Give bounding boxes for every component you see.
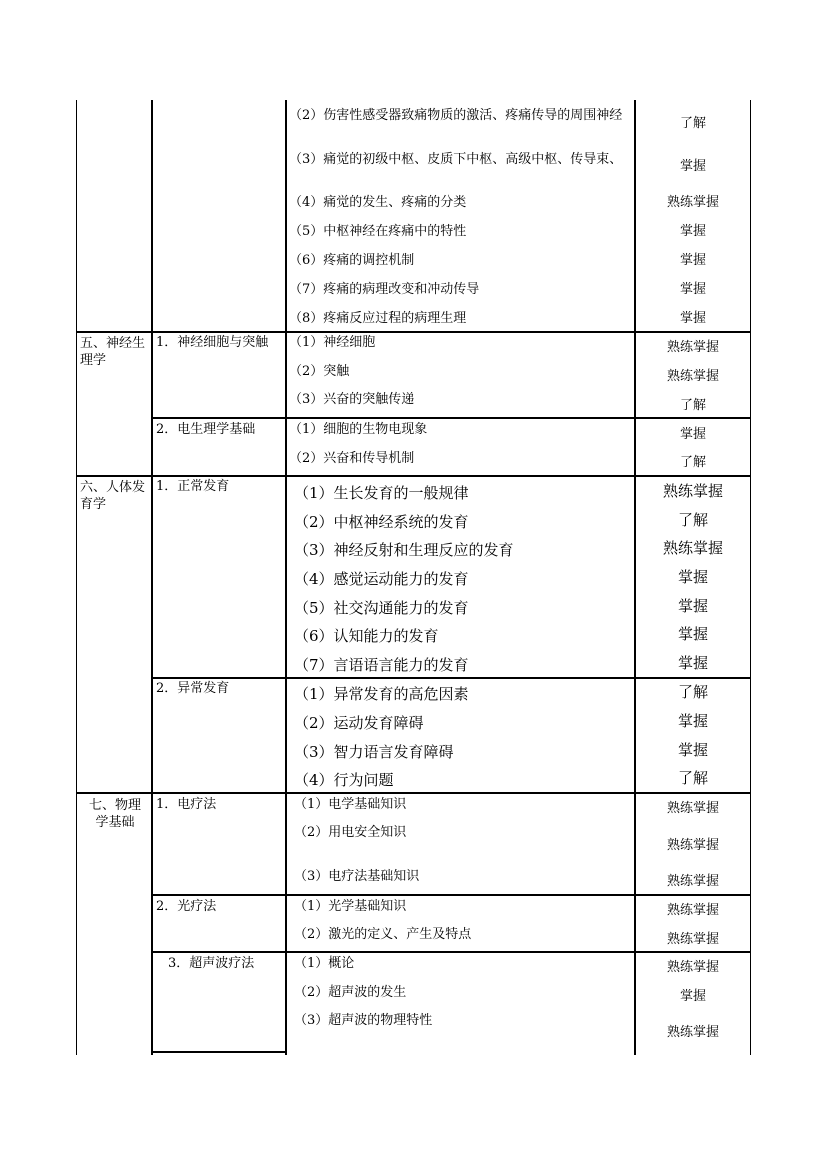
content-item: （1）光学基础知识 xyxy=(294,899,407,914)
content-item: （1）概论 xyxy=(294,956,355,971)
level-label: 掌握 xyxy=(677,625,708,643)
subject-column-divider xyxy=(285,100,287,1055)
content-item: （3）电疗法基础知识 xyxy=(294,869,420,884)
level-label: 掌握 xyxy=(679,989,706,1004)
content-item: （5）社交沟通能力的发育 xyxy=(294,599,469,617)
subject-title: 1．神经细胞与突触 xyxy=(156,335,269,350)
level-label: 熟练掌握 xyxy=(666,340,719,355)
subject-title: 1．正常发育 xyxy=(156,479,230,494)
content-item: （3）兴奋的突触传递 xyxy=(289,392,415,407)
content-item: （2）激光的定义、产生及特点 xyxy=(294,927,472,942)
level-label: 熟练掌握 xyxy=(666,838,719,853)
level-label: 熟练掌握 xyxy=(662,539,723,557)
level-label: 了解 xyxy=(679,398,706,413)
level-label: 熟练掌握 xyxy=(666,801,719,816)
group-divider xyxy=(151,951,751,953)
level-label: 熟练掌握 xyxy=(666,874,719,889)
content-item: （3）超声波的物理特性 xyxy=(294,1013,433,1028)
table-left-border xyxy=(76,100,77,1055)
unit-column-divider xyxy=(151,100,153,1055)
level-label: 熟练掌握 xyxy=(666,195,719,210)
content-item: （3）智力语言发育障碍 xyxy=(294,743,454,761)
content-item: （8）疼痛反应过程的病理生理 xyxy=(289,311,467,326)
subject-title: 2．异常发育 xyxy=(156,681,230,696)
level-label: 掌握 xyxy=(679,224,706,239)
content-item: （6）疼痛的调控机制 xyxy=(289,253,415,268)
group-divider xyxy=(151,417,751,419)
content-item: （1）生长发育的一般规律 xyxy=(294,484,469,502)
content-item: （2）运动发育障碍 xyxy=(294,714,424,732)
level-label: 掌握 xyxy=(679,311,706,326)
section-divider xyxy=(76,331,751,333)
content-item: （3）神经反射和生理反应的发育 xyxy=(294,541,514,559)
content-item: （2）兴奋和传导机制 xyxy=(289,451,415,466)
content-item: （7）疼痛的病理改变和冲动传导 xyxy=(289,282,480,297)
table-right-border xyxy=(750,100,751,1055)
content-item: （1）细胞的生物电现象 xyxy=(289,422,428,437)
level-label: 掌握 xyxy=(677,568,708,586)
content-item: （7）言语语言能力的发育 xyxy=(294,656,469,674)
content-item: （2）超声波的发生 xyxy=(294,985,407,1000)
level-label: 掌握 xyxy=(679,282,706,297)
subject-title: 3．超声波疗法 xyxy=(168,956,255,971)
level-label: 熟练掌握 xyxy=(666,960,719,975)
section-divider xyxy=(76,792,751,794)
content-item: （2）突触 xyxy=(289,364,350,379)
level-label: 了解 xyxy=(677,683,708,701)
content-item: （4）痛觉的发生、疼痛的分类 xyxy=(289,195,467,210)
level-label: 熟练掌握 xyxy=(666,932,719,947)
unit-title: 六、人体发育学 xyxy=(80,480,146,512)
subject-title: 2．电生理学基础 xyxy=(156,422,256,437)
level-label: 了解 xyxy=(679,116,706,131)
level-label: 掌握 xyxy=(679,159,706,174)
group-divider xyxy=(151,894,751,896)
level-label: 掌握 xyxy=(677,712,708,730)
content-item: （1）异常发育的高危因素 xyxy=(294,685,469,703)
group-divider xyxy=(151,677,751,679)
content-item: （6）认知能力的发育 xyxy=(294,627,439,645)
level-label: 掌握 xyxy=(679,253,706,268)
level-label: 熟练掌握 xyxy=(666,1025,719,1040)
subject-title: 1．电疗法 xyxy=(156,797,217,812)
group-bottom-border xyxy=(151,1051,287,1053)
content-item: （1）神经细胞 xyxy=(289,335,376,350)
level-label: 掌握 xyxy=(679,427,706,442)
content-item: （2）用电安全知识 xyxy=(294,825,407,840)
level-label: 熟练掌握 xyxy=(666,903,719,918)
content-item: （3）痛觉的初级中枢、皮质下中枢、高级中枢、传导束、 xyxy=(289,152,623,167)
level-label: 熟练掌握 xyxy=(666,369,719,384)
unit-title: 五、神经生理学 xyxy=(80,336,146,368)
level-label: 掌握 xyxy=(677,741,708,759)
level-label: 掌握 xyxy=(677,597,708,615)
level-label: 了解 xyxy=(677,511,708,529)
level-label: 掌握 xyxy=(677,654,708,672)
content-item: （1）电学基础知识 xyxy=(294,797,407,812)
section-divider xyxy=(76,475,751,477)
unit-title: 七、物理学基础 xyxy=(88,798,141,830)
level-label: 熟练掌握 xyxy=(662,482,723,500)
subject-title: 2．光疗法 xyxy=(156,899,217,914)
level-label: 了解 xyxy=(677,769,708,787)
content-item: （5）中枢神经在疼痛中的特性 xyxy=(289,224,467,239)
content-item: （4）行为问题 xyxy=(294,771,394,789)
level-label: 了解 xyxy=(679,455,706,470)
content-item: （2）伤害性感受器致痛物质的激活、疼痛传导的周围神经 xyxy=(289,108,623,123)
content-item: （4）感觉运动能力的发育 xyxy=(294,570,469,588)
content-item: （2）中枢神经系统的发育 xyxy=(294,513,469,531)
